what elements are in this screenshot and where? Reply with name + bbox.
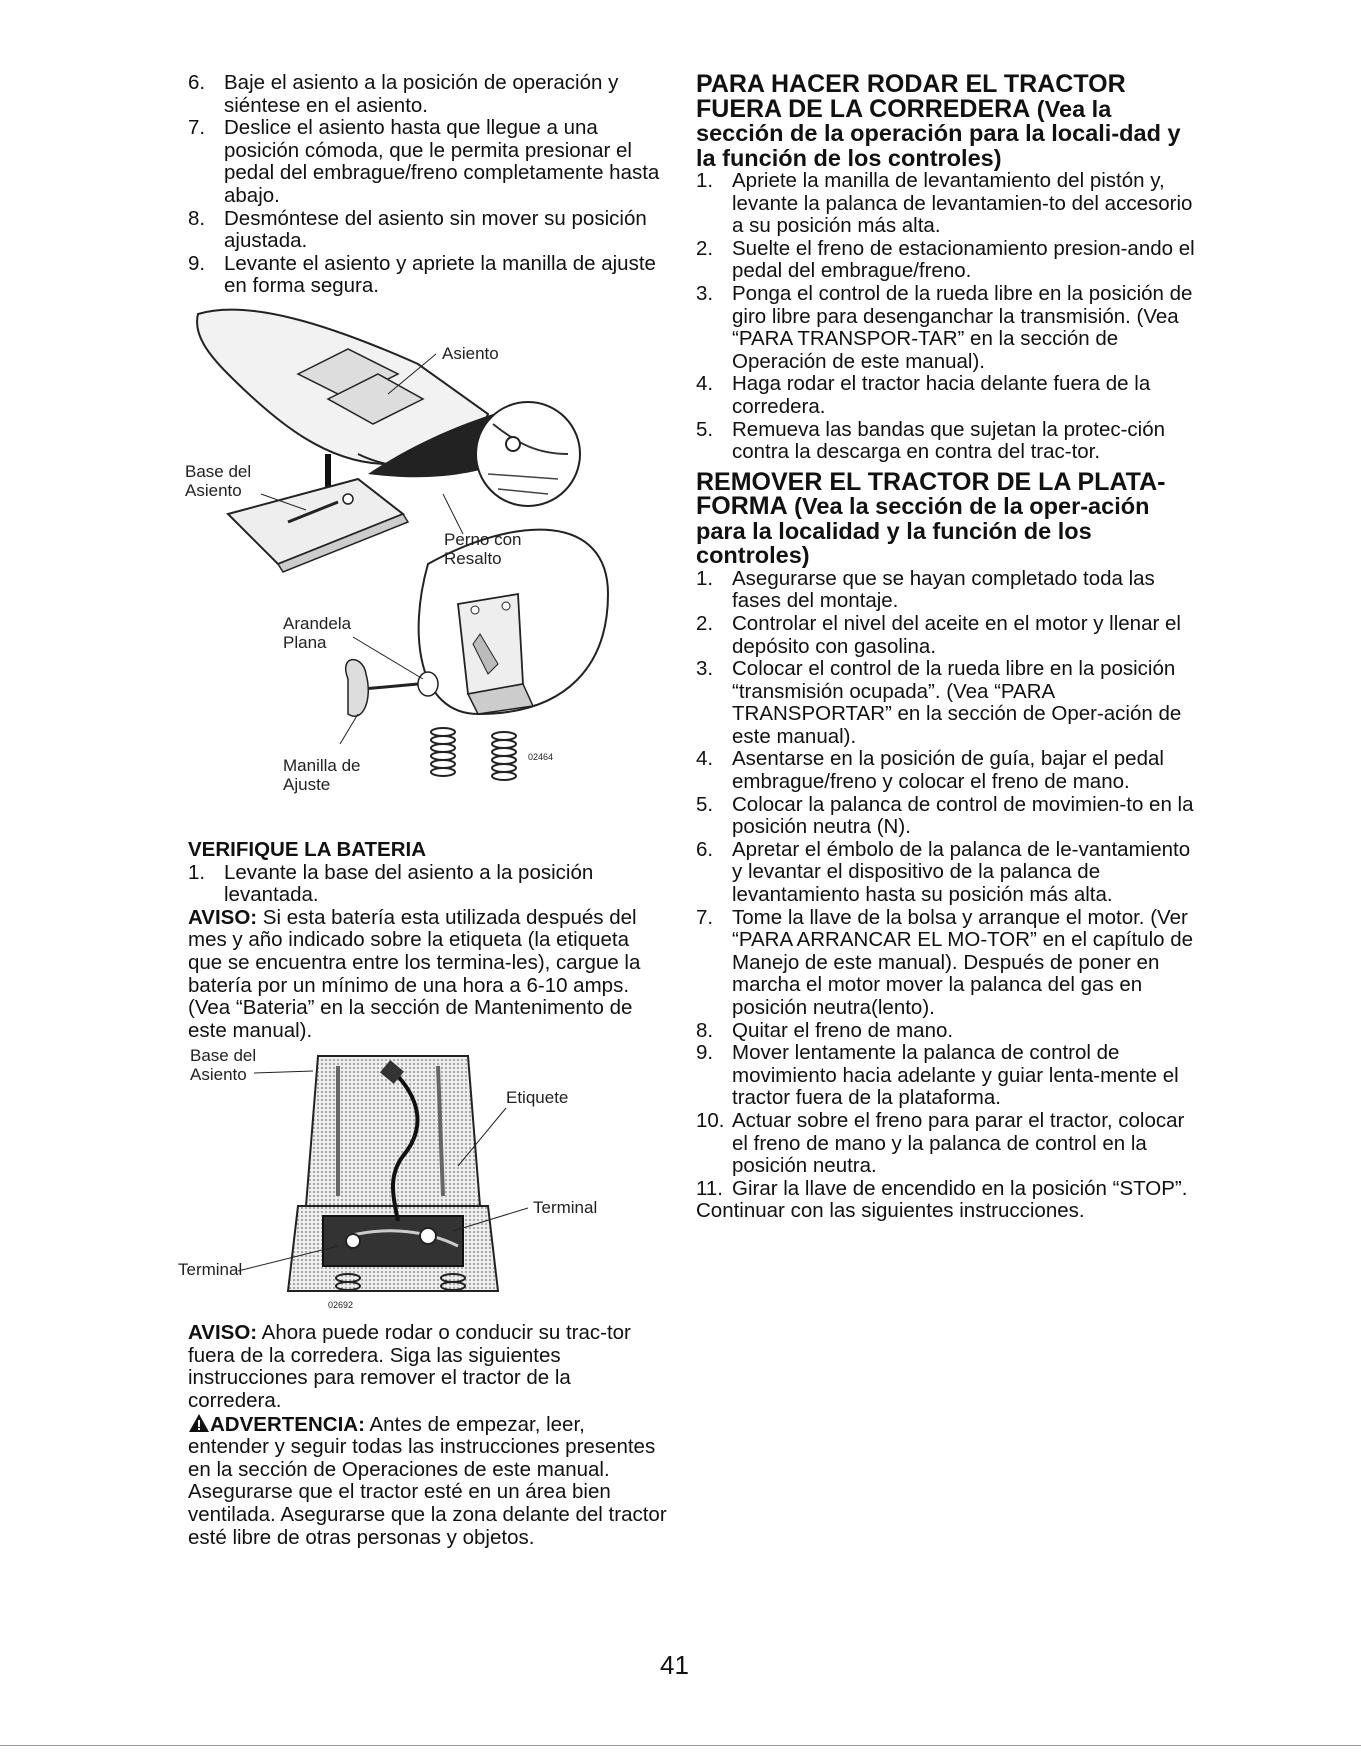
list-item: 5. Colocar la palanca de control de movimien-to en la posición neutra (N). <box>696 792 1194 839</box>
warning-icon <box>188 1413 210 1433</box>
list-item: 4. Asentarse en la posición de guía, bajar el pedal embrague/freno y colocar el freno de mano. <box>696 747 1164 794</box>
list-item: 7. Deslice el asiento hasta que llegue a una posición cómoda, que le permita presionar el pedal del embrague/freno completamente hasta abajo. <box>188 116 660 207</box>
list-item: 11. Girar la llave de encendido en la posición “STOP”. <box>696 1176 1188 1200</box>
list-item: 7. Tome la llave de la bolsa y arranque el motor. (Ver “PARA ARRANCAR EL MO-TOR” en el capítulo de Manejo de este manual). Después de poner en marcha el motor mover la palanca del gas en posición neutra(lento). <box>696 905 1194 1019</box>
seat-adjust-steps <box>188 72 668 298</box>
label-asiento: Asiento <box>442 343 499 363</box>
bateria-steps <box>188 862 668 907</box>
heading-rodar-tractor: PARA HACER RODAR EL TRACTOR FUERA DE LA CORREDERA (Vea la sección de la operación para la locali-dad y la función de los controles) <box>696 70 1181 171</box>
battery-illustration <box>188 1046 668 1316</box>
list-item: 4. Haga rodar el tractor hacia delante fuera de la corredera. <box>696 372 1151 418</box>
list-item: 1. Levante la base del asiento a la posición levantada. <box>188 860 594 907</box>
list-item: 8. Desmóntese del asiento sin mover su posición ajustada. <box>188 206 647 253</box>
list-item: 9. Mover lentamente la palanca de control de movimiento hacia adelante y guiar lenta-mente el tractor fuera de la plataforma. <box>696 1041 1179 1110</box>
list-item: 10. Actuar sobre el freno para parar el tractor, colocar el freno de mano y la palanca de control en la posición neutra. <box>696 1108 1185 1178</box>
label-manilla-de: Manilla de <box>283 755 361 775</box>
list-item: 1. Asegurarse que se hayan completado toda las fases del montaje. <box>696 566 1155 613</box>
rodar-steps <box>696 170 1196 464</box>
heading-remover-tractor: REMOVER EL TRACTOR DE LA PLATA- FORMA (Vea la sección de la oper-ación para la localidad y la función de los controles) <box>696 467 1166 569</box>
advertencia-paragraph: ADVERTENCIA: Antes de empezar, leer, entender y seguir todas las instrucciones presentes en la sección de Operaciones de este manual. Asegurarse que el tractor esté en un área bien ventilada. Asegurarse que la zona delante del tractor esté libre de otras personas y objetos. <box>188 1412 667 1549</box>
list-item: 3. Ponga el control de la rueda libre en la posición de giro libre para desenganchar la transmisión. (Vea “PARA TRANSPOR-TAR” en la sección de Operación de este manual). <box>696 281 1193 373</box>
label-base-del: Base del <box>185 461 252 481</box>
left-column <box>178 71 668 1549</box>
list-item: 3. Colocar el control de la rueda libre en la posición “transmisión ocupada”. (Vea “PARA TRANSPORTAR” en la sección de Oper-ación de este manual). <box>696 657 1182 748</box>
list-item: 5. Remueva las bandas que sujetan la protec-ción contra la descarga en contra del trac-tor. <box>696 417 1166 464</box>
battery-figure <box>178 1046 668 1316</box>
list-item: 6. Apretar el émbolo de la palanca de le-vantamiento y levantar el dispositivo de la palanca de levantamiento hasta su posición más alta. <box>696 837 1191 907</box>
label-base-del-2: Base del <box>190 1046 257 1066</box>
right-column <box>696 72 1196 1223</box>
label-terminal-right: Terminal <box>533 1198 598 1218</box>
label-terminal-left: Terminal <box>178 1260 243 1280</box>
closing-text: Continuar con las siguientes instrucciones. <box>696 1199 1085 1223</box>
list-item: 6. Baje el asiento a la posición de operación y siéntese en el asiento. <box>188 71 619 117</box>
label-perno-con: Perno con <box>444 529 522 549</box>
remover-steps <box>696 568 1196 1201</box>
label-plana: Plana <box>283 632 327 652</box>
list-item: 1. Apriete la manilla de levantamiento del pistón y, levante la palanca de levantamien-to del accesorio a su posición más alta. <box>696 169 1193 238</box>
label-resalto: Resalto <box>444 548 502 568</box>
label-etiquete: Etiquete <box>506 1088 569 1108</box>
label-asiento-base: Asiento <box>185 480 242 500</box>
label-arandela: Arandela <box>283 613 352 633</box>
list-item: 2. Suelte el freno de estacionamiento presion-ando el pedal del embrague/freno. <box>696 236 1195 283</box>
label-asiento-3: Asiento <box>190 1065 247 1085</box>
list-item: 8. Quitar el freno de mano. <box>696 1018 954 1042</box>
label-ajuste: Ajuste <box>283 774 331 794</box>
page-bottom-rule <box>0 1745 1361 1746</box>
figure-code: 02464 <box>528 751 554 762</box>
page-number: 41 <box>660 1650 689 1680</box>
bateria-heading: VERIFIQUE LA BATERIA <box>188 837 427 861</box>
aviso-paragraph: AVISO: Si esta batería esta utilizada después del mes y año indicado sobre la etiqueta (la etiqueta que se encuentra entre los termina-les), cargue la batería por un mínimo de una hora a 6-10 amps. (Vea “Bateria” en la sección de Mantenimento de este manual). <box>188 905 641 1042</box>
seat-illustration <box>188 304 668 849</box>
list-item: 9. Levante el asiento y apriete la manilla de ajuste en forma segura. <box>188 251 656 298</box>
list-item: 2. Controlar el nivel del aceite en el motor y llenar el depósito con gasolina. <box>696 611 1181 658</box>
figure-code-2: 02692 <box>328 1300 354 1311</box>
aviso-2-paragraph: AVISO: Ahora puede rodar o conducir su trac-tor fuera de la corredera. Siga las siguientes instrucciones para remover el tractor de la corredera. <box>188 1321 631 1413</box>
seat-figure <box>185 304 668 849</box>
